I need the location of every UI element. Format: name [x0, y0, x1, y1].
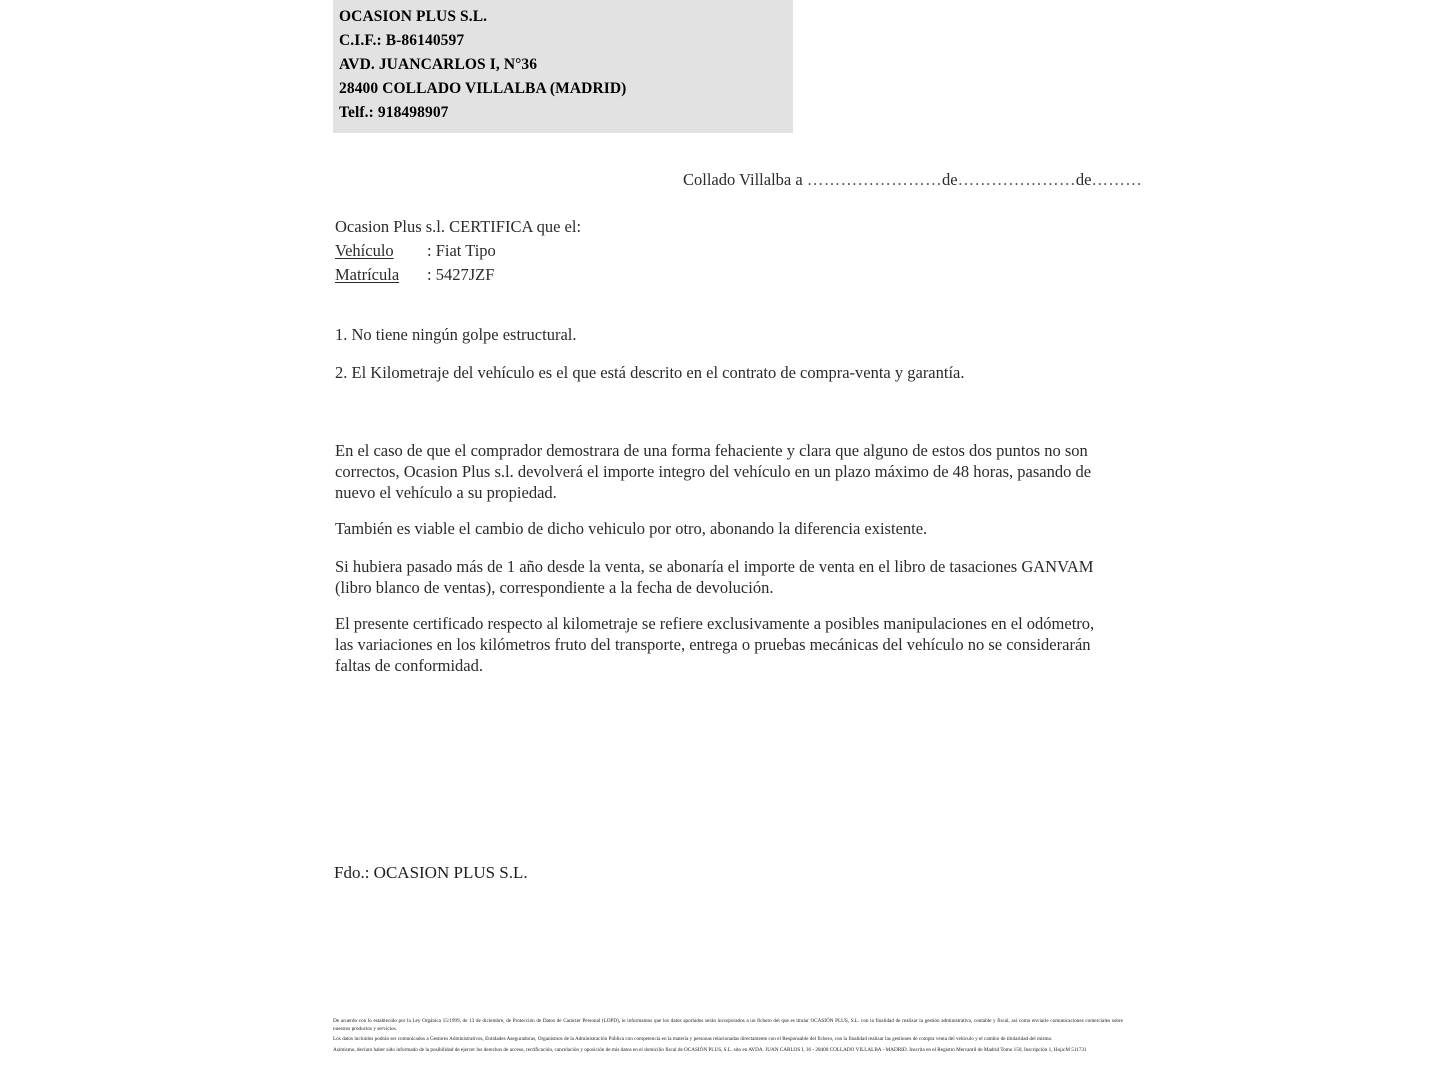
legal-paragraph-2: Los datos incluidos podrán ser comunicados a Gestores Administrativos, Entidades Aseguradoras, Organismos de la Administración Pública con competencia en la materia y personas relacionadas directamente con el Responsable del fichero, con la finalidad realizar las gestiones de compra venta del vehículo y el cambio de titularidad del mismo. [333, 1036, 1053, 1043]
letterhead-city: 28400 COLLADO VILLALBA (MADRID) [339, 80, 627, 97]
legal-footer [333, 1018, 1123, 1057]
paragraph-odometer: El presente certificado respecto al kilometraje se refiere exclusivamente a posibles manipulaciones en el odómetro, las variaciones en los kilómetros fruto del transporte, entrega o pruebas mecánicas del vehículo no se considerarán faltas de conformidad. [335, 614, 1095, 675]
letterhead-phone: Telf.: 918498907 [339, 104, 449, 121]
date-de-1: de [942, 170, 958, 189]
paragraph-exchange: También es viable el cambio de dicho vehiculo por otro, abonando la diferencia existente. [335, 519, 928, 538]
plate-row [335, 263, 581, 287]
letterhead-address: AVD. JUANCARLOS I, N°36 [339, 56, 538, 73]
plate-label: Matrícula [335, 265, 400, 284]
letterhead-block [333, 0, 793, 133]
certified-point-2: 2. El Kilometraje del vehículo es el que está descrito en el contrato de compra-venta y garantía. [335, 363, 965, 382]
letterhead-company: OCASION PLUS S.L. [339, 8, 488, 25]
paragraph-ganvam: Si hubiera pasado más de 1 año desde la venta, se abonaría el importe de venta en el libro de tasaciones GANVAM (libro blanco de ventas), correspondiente a la fecha de devolución. [335, 557, 1094, 597]
date-year-blank: ……… [1091, 170, 1143, 189]
vehicle-row [335, 239, 581, 263]
date-de-2: de [1075, 170, 1092, 189]
date-month-blank: ………………… [957, 170, 1076, 189]
legal-paragraph-1: De acuerdo con lo establecido por la Ley Orgánica 15/1999, de 13 de diciembre, de Protección de Datos de Carácter Personal (LOPD), le informamos que los datos aportados serán incorporados a un fichero del que es titular OCASIÓN PLUS, S.L. con la finalidad de realizar la gestión administrativa, contable y fiscal, así como enviarle comunicaciones comerciales sobre nuestros productos y servicios. [333, 1018, 1123, 1032]
date-day-blank: …………………… [806, 170, 943, 189]
certifies-block [335, 215, 581, 287]
letterhead-cif: C.I.F.: B-86140597 [339, 32, 465, 49]
paragraph-refund: En el caso de que el comprador demostrara de una forma fehaciente y clara que alguno de estos dos puntos no son correctos, Ocasion Plus s.l. devolverá el importe integro del vehículo en un plazo máximo de 48 horas, pasando de nuevo el vehículo a su propiedad. [335, 441, 1092, 502]
certifies-intro: Ocasion Plus s.l. CERTIFICA que el: [335, 217, 582, 236]
signature-line: Fdo.: OCASION PLUS S.L. [334, 863, 528, 882]
certified-point-1: 1. No tiene ningún golpe estructural. [335, 325, 577, 344]
plate-value: : 5427JZF [427, 265, 495, 284]
vehicle-label: Vehículo [335, 241, 394, 260]
date-city-label: Collado Villalba a [683, 170, 803, 189]
legal-paragraph-3: Asimismo, declaro haber sido informado de la posibilidad de ejercer los derechos de acceso, rectificación, cancelación y oposición de mis datos en el domicilio fiscal de OCASIÓN PLUS, S.L. sito en AVDA. JUAN CARLOS I, 36 - 28400 COLLADO VILLALBA - MADRID. Inscrita en el Registro Mercantil de Madrid Tomo 150, Inscripción 1, Hoja:M 511731 [333, 1046, 1087, 1053]
vehicle-value: : Fiat Tipo [427, 241, 496, 260]
date-line [683, 170, 1142, 190]
